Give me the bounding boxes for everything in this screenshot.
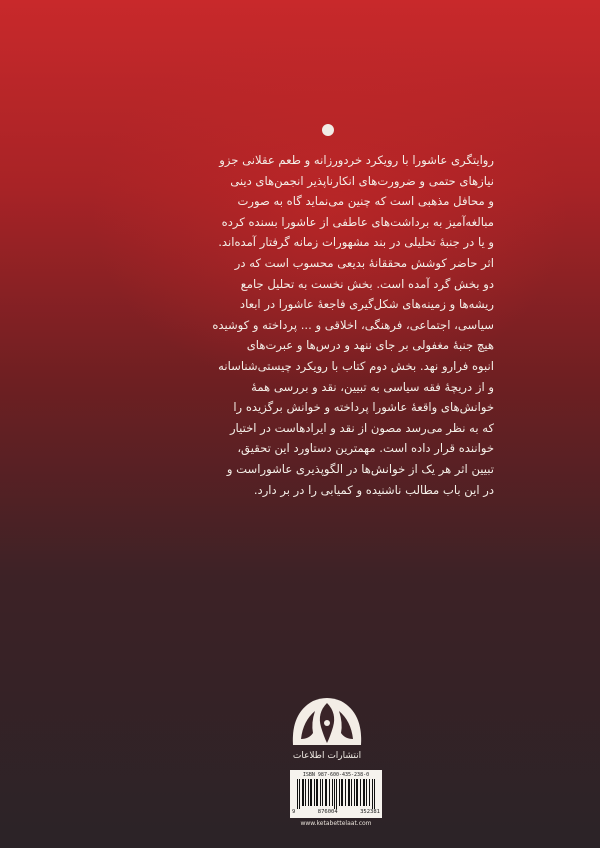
blurb-line: در این باب مطالب ناشنیده و کمیابی را در بر دارد.	[253, 482, 494, 497]
blurb-line: ریشه‌ها و زمینه‌های شکل‌گیری فاجعهٔ عاشورا در ابعاد	[239, 297, 494, 312]
blurb-line: سیاسی، اجتماعی، فرهنگی، اخلاقی و ... پرداخته و کوشیده	[212, 317, 494, 332]
blurb-line: و یا در جنبهٔ تحلیلی در بند مشهورات زمانه گرفتار آمده‌اند.	[218, 235, 494, 250]
publisher-name: انتشارات اطلاعات	[292, 751, 362, 761]
blurb-line: تبیین اثر هر یک از خوانش‌ها در الگوپذیری عاشوراست و	[226, 461, 494, 476]
blurb-line: و محافل مذهبی است که چنین می‌نماید گاه به صورت	[237, 194, 494, 209]
blurb-line: نیازهای حتمی و ضرورت‌های انکارناپذیر انجمن‌های دینی	[230, 173, 494, 188]
barcode-icon	[296, 779, 376, 809]
blurb-line: روایتگری عاشورا با رویکرد خردورزانه و طعم عقلانی جزو	[219, 153, 494, 167]
blurb-line: دو بخش گرد آمده است. بخش نخست به تحلیل جامع	[240, 276, 494, 291]
blurb-line: هیچ جنبهٔ مغفولی بر جای ننهد و درس‌ها و عبرت‌های	[246, 338, 494, 353]
isbn-barcode	[290, 770, 382, 818]
barcode-digit-group: 9	[292, 809, 296, 815]
blurb-line: که به نظر می‌رسد مصون از نقد و ایرادهاست در اختیار	[229, 420, 494, 435]
blurb-line: خوانش‌های واقعهٔ عاشورا پرداخته و خوانش برگزیده را	[233, 400, 494, 415]
barcode-digits	[292, 809, 380, 815]
publisher-logo-icon	[287, 693, 367, 749]
blurb-line: و از دریچهٔ فقه سیاسی به تبیین، نقد و بررسی همهٔ	[251, 379, 494, 394]
blurb-text	[160, 150, 494, 500]
publisher-website: www.ketabettelaat.com	[300, 820, 372, 827]
barcode-digit-group: 876004	[317, 809, 338, 815]
blurb-line: مبالغه‌آمیز به برداشت‌های عاطفی از عاشورا بسنده کرده	[221, 214, 494, 229]
blurb-line: انبوه فرارو نهد. بخش دوم کتاب با رویکرد چیستی‌شناسانه	[218, 358, 494, 373]
isbn-label: ISBN 987-600-435-238-0	[302, 772, 370, 778]
barcode-digit-group: 352381	[360, 809, 380, 815]
blurb-line: اثر حاضر کوشش محققانهٔ بدیعی محسوب است که در	[234, 255, 494, 270]
bullet-dot	[322, 124, 334, 136]
blurb-line: خواننده قرار داده است. مهمترین دستاورد این تحقیق،	[237, 441, 494, 456]
publisher-block	[285, 693, 369, 767]
